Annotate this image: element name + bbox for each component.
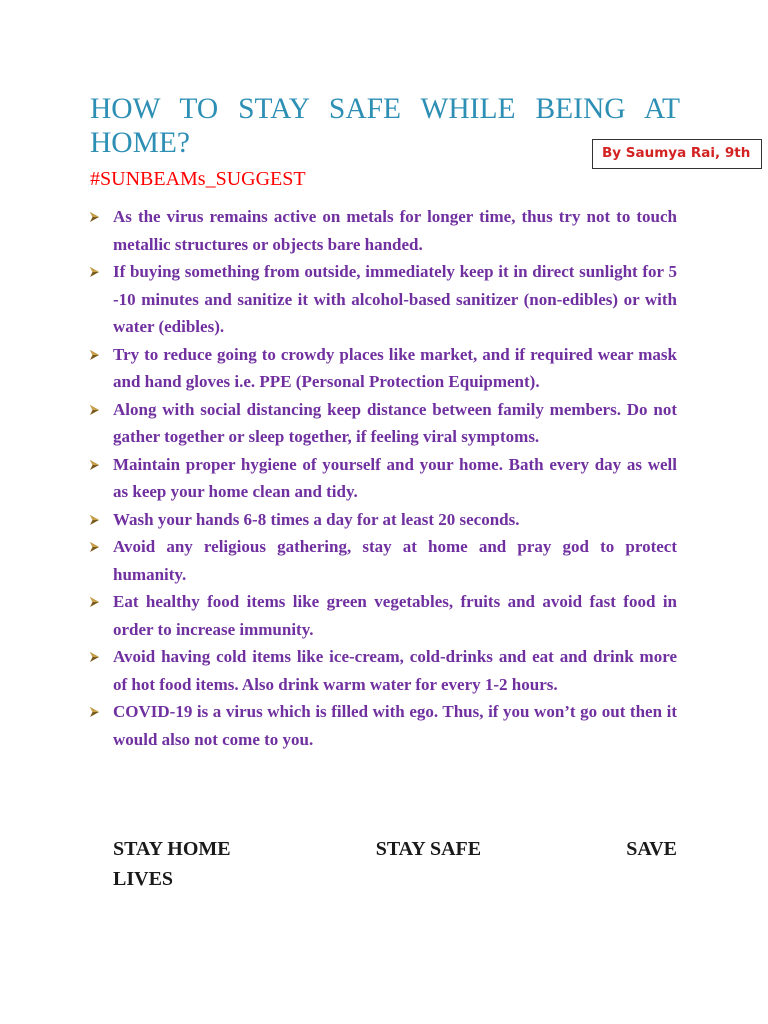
arrow-bullet-icon <box>87 403 101 417</box>
slogan-stay-home: STAY HOME <box>113 838 231 860</box>
list-item <box>87 588 677 643</box>
list-item <box>87 451 677 506</box>
author-box: By Saumya Rai, 9th <box>592 139 762 169</box>
list-item <box>87 643 677 698</box>
tip-text: Avoid any religious gathering, stay at home and pray god to protect humanity. <box>113 537 677 584</box>
arrow-bullet-icon <box>87 348 101 362</box>
slogan-stay-safe: STAY SAFE <box>375 838 482 860</box>
tip-text: If buying something from outside, immediately keep it in direct sunlight for 5 -10 minutes and sanitize it with alcohol-based sanitizer (non-edibles) or with water (edibles). <box>113 262 677 336</box>
slogan-save: SAVE <box>626 838 677 860</box>
slogan-lives: LIVES <box>113 868 174 890</box>
list-item <box>87 258 677 341</box>
page-title: HOW TO STAY SAFE WHILE BEING AT HOME? <box>90 93 680 159</box>
tip-text: As the virus remains active on metals for longer time, thus try not to touch metallic structures or objects bare handed. <box>113 207 677 254</box>
list-item <box>87 533 677 588</box>
tip-text: Maintain proper hygiene of yourself and your home. Bath every day as well as keep your home clean and tidy. <box>113 454 677 501</box>
tip-text: Along with social distancing keep distance between family members. Do not gather together or sleep together, if feeling viral symptoms. <box>113 399 677 446</box>
list-item <box>87 203 677 258</box>
arrow-bullet-icon <box>87 265 101 279</box>
tip-text: Eat healthy food items like green vegetables, fruits and avoid fast food in order to increase immunity. <box>113 592 677 639</box>
tip-text: Try to reduce going to crowdy places like market, and if required wear mask and hand gloves i.e. PPE (Personal Protection Equipment). <box>113 344 677 391</box>
list-item <box>87 396 677 451</box>
list-item <box>87 506 677 534</box>
hashtag: #SUNBEAMs_SUGGEST <box>90 168 306 190</box>
arrow-bullet-icon <box>87 210 101 224</box>
arrow-bullet-icon <box>87 595 101 609</box>
slogan-row <box>113 834 677 864</box>
list-item <box>87 341 677 396</box>
tip-text: COVID-19 is a virus which is filled with ego. Thus, if you won’t go out then it would also not come to you. <box>113 702 677 749</box>
arrow-bullet-icon <box>87 458 101 472</box>
arrow-bullet-icon <box>87 705 101 719</box>
list-item <box>87 698 677 753</box>
tips-list <box>87 203 677 753</box>
arrow-bullet-icon <box>87 513 101 527</box>
closing-slogan <box>113 834 677 894</box>
tip-text: Avoid having cold items like ice-cream, cold-drinks and eat and drink more of hot food items. Also drink warm water for every 1-2 hours. <box>113 647 677 694</box>
arrow-bullet-icon <box>87 650 101 664</box>
tip-text: Wash your hands 6-8 times a day for at least 20 seconds. <box>113 509 520 529</box>
arrow-bullet-icon <box>87 540 101 554</box>
